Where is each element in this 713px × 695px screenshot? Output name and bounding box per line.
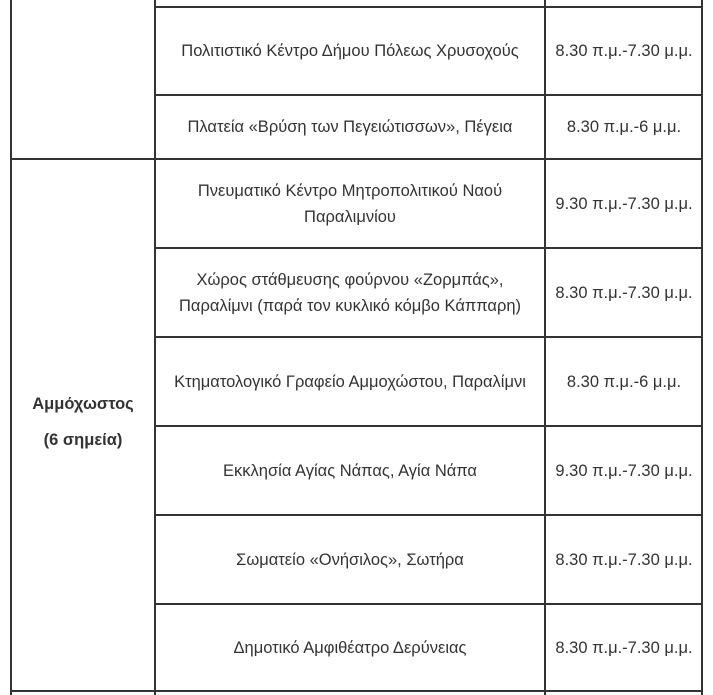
- table-border-left: [10, 0, 12, 695]
- hours-cell: 8.30 π.μ.-6 μ.μ.: [566, 118, 682, 136]
- hours-cell: 8.30 π.μ.-7.30 μ.μ.: [555, 550, 693, 569]
- location-cell: Πολιτιστικό Κέντρο Δήμου Πόλεως Χρυσοχούς: [181, 42, 519, 60]
- location-cell: Εκκλησία Αγίας Νάπας, Αγία Νάπα: [223, 461, 477, 480]
- hours-cell: 9.30 π.μ.-7.30 μ.μ.: [555, 194, 693, 213]
- region-count: (6 σημεία): [43, 431, 123, 449]
- location-cell: Πνευματικό Κέντρο Μητροπολιτικού Ναού Παραλιμνίου: [197, 181, 503, 226]
- location-cell: Σωματείο «Ονήσιλος», Σωτήρα: [236, 550, 464, 569]
- location-cell: Πλατεία «Βρύση των Πεγειώτισσων», Πέγεια: [187, 118, 513, 136]
- location-cell: Χώρος στάθμευσης φούρνου «Ζορμπάς», Παραλίμνι (παρά τον κυκλικό κόμβο Κάππαρη): [179, 270, 521, 315]
- hours-cell: 8.30 π.μ.-7.30 μ.μ.: [555, 42, 693, 60]
- region-name: Αμμόχωστος: [32, 395, 134, 413]
- hours-cell: 8.30 π.μ.-7.30 μ.μ.: [555, 638, 693, 657]
- hours-cell: 8.30 π.μ.-7.30 μ.μ.: [555, 283, 693, 302]
- hours-cell: 8.30 π.μ.-6 μ.μ.: [566, 372, 682, 391]
- table-border-bottom: [10, 690, 703, 692]
- location-cell: Δημοτικό Αμφιθέατρο Δερύνειας: [233, 638, 467, 657]
- location-cell: Κτηματολογικό Γραφείο Αμμοχώστου, Παραλίμνι: [174, 372, 526, 391]
- region-cell: [12, 386, 154, 458]
- hours-cell: 9.30 π.μ.-7.30 μ.μ.: [555, 461, 693, 480]
